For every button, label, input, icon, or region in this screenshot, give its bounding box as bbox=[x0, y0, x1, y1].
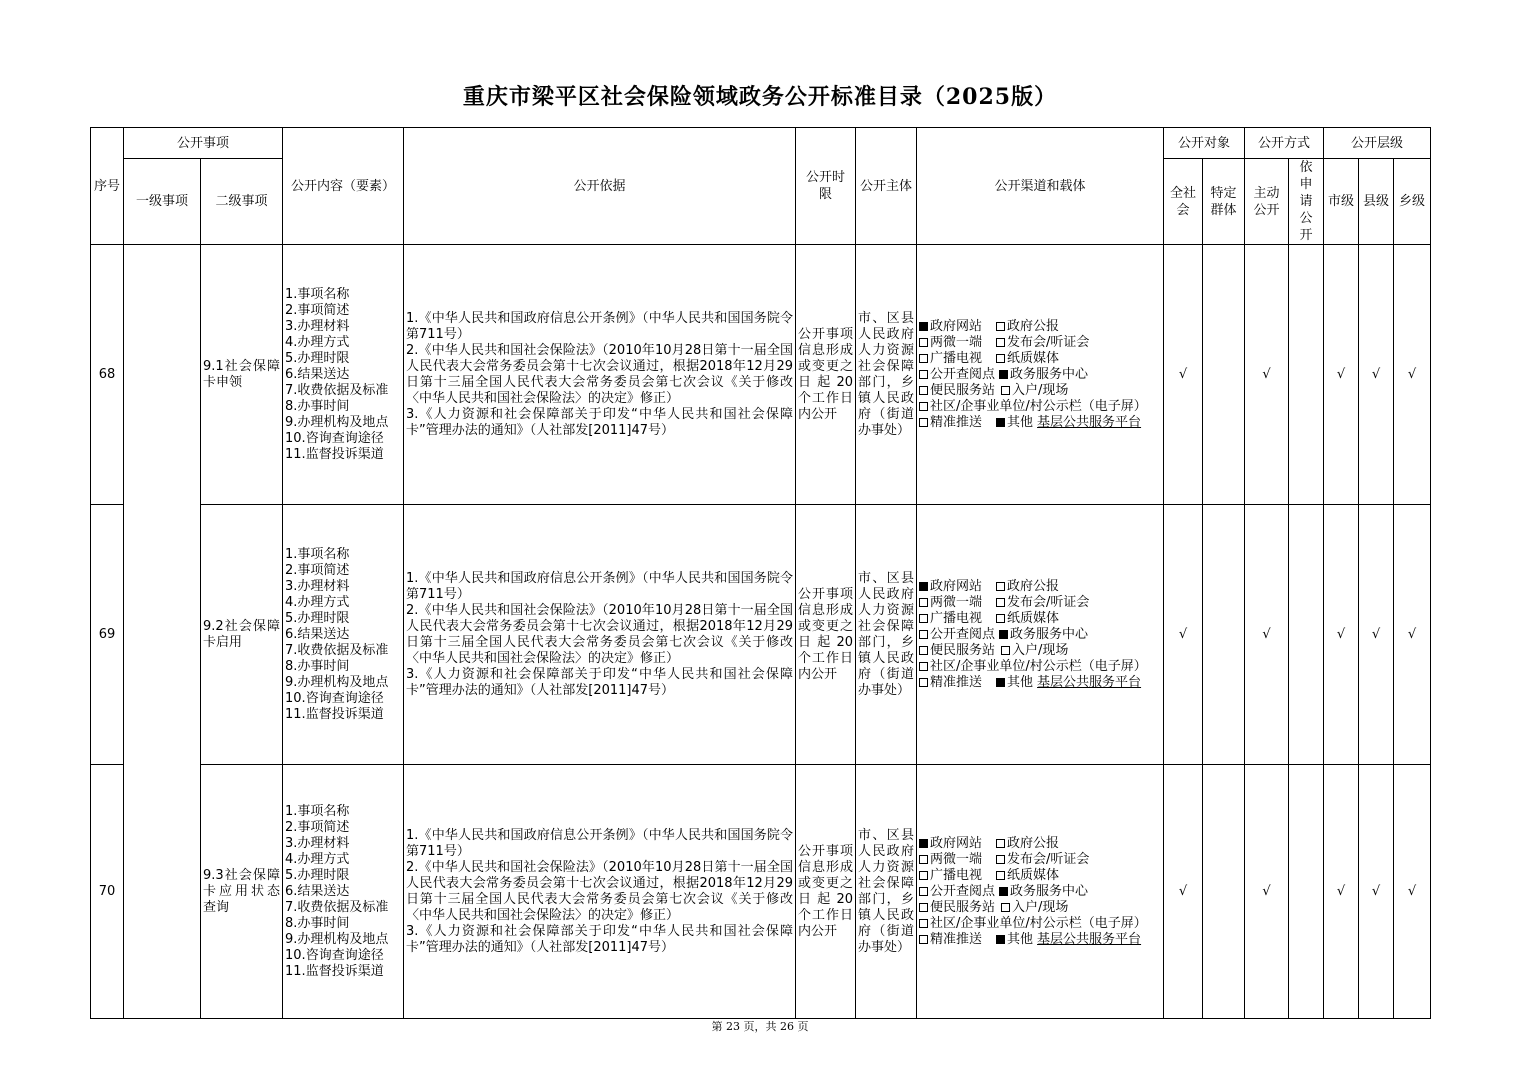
channel-label: 公开查阅点 bbox=[930, 366, 996, 382]
channel-label: 其他 bbox=[1007, 414, 1034, 430]
channel-label: 入户/现场 bbox=[1012, 382, 1069, 398]
content-element: 5.办理时限 bbox=[285, 350, 350, 366]
time-limit: 公开事项信息形成或变更之日起20个工作日内公开 bbox=[796, 245, 856, 505]
header-level2: 二级事项 bbox=[201, 159, 283, 245]
method-active-mark: √ bbox=[1245, 765, 1289, 1019]
header-method-request: 依申请公开 bbox=[1289, 159, 1324, 245]
unchecked-checkbox-icon bbox=[1001, 386, 1010, 395]
time-limit: 公开事项信息形成或变更之日起20个工作日内公开 bbox=[796, 505, 856, 765]
row-seq: 68 bbox=[91, 245, 124, 505]
page-title: 重庆市梁平区社会保险领域政务公开标准目录（2025版） bbox=[462, 84, 1058, 110]
content-elements bbox=[283, 505, 404, 765]
unchecked-checkbox-icon bbox=[919, 935, 928, 944]
time-limit: 公开事项信息形成或变更之日起20个工作日内公开 bbox=[796, 765, 856, 1019]
content-element: 11.监督投诉渠道 bbox=[285, 446, 384, 462]
header-level-city: 市级 bbox=[1324, 159, 1359, 245]
channel-label: 精准推送 bbox=[930, 931, 983, 947]
channel-other-value: 基层公共服务平台 bbox=[1037, 931, 1142, 947]
level-city-mark: √ bbox=[1324, 245, 1359, 505]
channel-line bbox=[919, 319, 1161, 335]
channel-label: 纸质媒体 bbox=[1007, 867, 1060, 883]
channel-label: 发布会/听证会 bbox=[1007, 334, 1090, 350]
checked-checkbox-icon bbox=[919, 582, 928, 591]
row-seq: 70 bbox=[91, 765, 124, 1019]
channel-label: 公开查阅点 bbox=[930, 626, 996, 642]
channel-line bbox=[919, 884, 1161, 900]
method-request-mark bbox=[1289, 505, 1324, 765]
content-element: 5.办理时限 bbox=[285, 610, 350, 626]
level-town-mark: √ bbox=[1394, 765, 1431, 1019]
channel-line bbox=[919, 932, 1161, 948]
channel-line bbox=[919, 415, 1161, 431]
channel-list bbox=[917, 245, 1164, 505]
channel-label: 发布会/听证会 bbox=[1007, 594, 1090, 610]
channel-label: 政府网站 bbox=[930, 578, 983, 594]
level2-item: 9.1社会保障卡申领 bbox=[201, 245, 283, 505]
channel-other-value: 基层公共服务平台 bbox=[1037, 414, 1142, 430]
content-element: 8.办事时间 bbox=[285, 398, 350, 414]
level-town-mark: √ bbox=[1394, 505, 1431, 765]
channel-label: 政府网站 bbox=[930, 835, 983, 851]
target-specific-mark bbox=[1203, 245, 1245, 505]
header-target-specific: 特定群体 bbox=[1203, 159, 1245, 245]
unchecked-checkbox-icon bbox=[919, 418, 928, 427]
basis-item: 1.《中华人民共和国政府信息公开条例》（中华人民共和国国务院令第711号） bbox=[406, 827, 794, 859]
channel-label: 两微一端 bbox=[930, 851, 983, 867]
content-element: 6.结果送达 bbox=[285, 626, 350, 642]
content-element: 6.结果送达 bbox=[285, 883, 350, 899]
basis-item: 1.《中华人民共和国政府信息公开条例》（中华人民共和国国务院令第711号） bbox=[406, 310, 794, 342]
channel-line bbox=[919, 399, 1161, 415]
content-element: 3.办理材料 bbox=[285, 835, 350, 851]
public-subject: 市、区县人民政府人力资源社会保障部门，乡镇人民政府（街道办事处） bbox=[856, 505, 917, 765]
channel-label: 入户/现场 bbox=[1012, 642, 1069, 658]
content-element: 8.办事时间 bbox=[285, 658, 350, 674]
channel-list bbox=[917, 505, 1164, 765]
level-county-mark: √ bbox=[1359, 505, 1394, 765]
channel-label: 政府公报 bbox=[1007, 835, 1060, 851]
content-element: 10.咨询查询途径 bbox=[285, 947, 384, 963]
header-content: 公开内容（要素） bbox=[283, 128, 404, 245]
basis-list bbox=[404, 245, 796, 505]
channel-line bbox=[919, 675, 1161, 691]
target-all-mark: √ bbox=[1164, 505, 1203, 765]
unchecked-checkbox-icon bbox=[919, 614, 928, 623]
catalog-table bbox=[90, 127, 1431, 1019]
channel-line bbox=[919, 643, 1161, 659]
table-row bbox=[91, 505, 1431, 765]
table-row bbox=[91, 245, 1431, 505]
target-all-mark: √ bbox=[1164, 765, 1203, 1019]
content-element: 4.办理方式 bbox=[285, 594, 350, 610]
channel-line bbox=[919, 611, 1161, 627]
channel-line bbox=[919, 916, 1161, 932]
channel-label: 政府公报 bbox=[1007, 578, 1060, 594]
channel-line bbox=[919, 595, 1161, 611]
header-level1: 一级事项 bbox=[124, 159, 201, 245]
unchecked-checkbox-icon bbox=[919, 338, 928, 347]
channel-label: 两微一端 bbox=[930, 594, 983, 610]
channel-label: 政务服务中心 bbox=[1010, 883, 1089, 899]
level1-item bbox=[124, 245, 201, 1019]
channel-label: 广播电视 bbox=[930, 867, 983, 883]
channel-line bbox=[919, 659, 1161, 675]
content-element: 9.办理机构及地点 bbox=[285, 931, 389, 947]
unchecked-checkbox-icon bbox=[919, 871, 928, 880]
channel-line bbox=[919, 900, 1161, 916]
content-element: 1.事项名称 bbox=[285, 803, 350, 819]
level2-item: 9.3社会保障卡应用状态查询 bbox=[201, 765, 283, 1019]
page-footer: 第 23 页，共 26 页 bbox=[711, 1020, 809, 1033]
unchecked-checkbox-icon bbox=[919, 646, 928, 655]
content-element: 3.办理材料 bbox=[285, 318, 350, 334]
unchecked-checkbox-icon bbox=[996, 839, 1005, 848]
content-element: 11.监督投诉渠道 bbox=[285, 963, 384, 979]
target-specific-mark bbox=[1203, 505, 1245, 765]
level-county-mark: √ bbox=[1359, 245, 1394, 505]
header-time-limit: 公开时限 bbox=[796, 128, 856, 245]
method-active-mark: √ bbox=[1245, 505, 1289, 765]
channel-label: 广播电视 bbox=[930, 610, 983, 626]
unchecked-checkbox-icon bbox=[919, 678, 928, 687]
unchecked-checkbox-icon bbox=[919, 402, 928, 411]
unchecked-checkbox-icon bbox=[919, 919, 928, 928]
content-element: 2.事项简述 bbox=[285, 562, 350, 578]
channel-label: 广播电视 bbox=[930, 350, 983, 366]
content-element: 11.监督投诉渠道 bbox=[285, 706, 384, 722]
checked-checkbox-icon bbox=[996, 935, 1005, 944]
content-element: 10.咨询查询途径 bbox=[285, 430, 384, 446]
channel-label: 纸质媒体 bbox=[1007, 350, 1060, 366]
row-seq: 69 bbox=[91, 505, 124, 765]
header-subject: 公开主体 bbox=[856, 128, 917, 245]
channel-label: 其他 bbox=[1007, 674, 1034, 690]
channel-label: 入户/现场 bbox=[1012, 899, 1069, 915]
header-level: 公开层级 bbox=[1324, 128, 1431, 159]
checked-checkbox-icon bbox=[999, 630, 1008, 639]
channel-line bbox=[919, 335, 1161, 351]
channel-label: 精准推送 bbox=[930, 674, 983, 690]
content-elements bbox=[283, 765, 404, 1019]
channel-line bbox=[919, 383, 1161, 399]
level-town-mark: √ bbox=[1394, 245, 1431, 505]
basis-list bbox=[404, 505, 796, 765]
content-element: 2.事项简述 bbox=[285, 819, 350, 835]
level-city-mark: √ bbox=[1324, 765, 1359, 1019]
checked-checkbox-icon bbox=[996, 678, 1005, 687]
unchecked-checkbox-icon bbox=[919, 386, 928, 395]
content-element: 1.事项名称 bbox=[285, 286, 350, 302]
content-element: 5.办理时限 bbox=[285, 867, 350, 883]
content-element: 4.办理方式 bbox=[285, 334, 350, 350]
header-level-town: 乡级 bbox=[1394, 159, 1431, 245]
channel-line bbox=[919, 868, 1161, 884]
basis-item: 2.《中华人民共和国社会保险法》（2010年10月28日第十一届全国人民代表大会常务委员会第十七次会议通过，根据2018年12月29日第十三届全国人民代表大会常务委员会第七次会议《关于修改〈中华人民共和国社会保险法〉的决定》修正） bbox=[406, 342, 794, 406]
level-city-mark: √ bbox=[1324, 505, 1359, 765]
header-basis: 公开依据 bbox=[404, 128, 796, 245]
channel-label: 两微一端 bbox=[930, 334, 983, 350]
channel-label: 政府公报 bbox=[1007, 318, 1060, 334]
unchecked-checkbox-icon bbox=[919, 855, 928, 864]
unchecked-checkbox-icon bbox=[996, 322, 1005, 331]
content-element: 1.事项名称 bbox=[285, 546, 350, 562]
unchecked-checkbox-icon bbox=[1001, 903, 1010, 912]
content-element: 2.事项简述 bbox=[285, 302, 350, 318]
unchecked-checkbox-icon bbox=[919, 354, 928, 363]
channel-line bbox=[919, 852, 1161, 868]
checked-checkbox-icon bbox=[999, 370, 1008, 379]
channel-label: 社区/企事业单位/村公示栏（电子屏） bbox=[930, 658, 1147, 674]
unchecked-checkbox-icon bbox=[919, 630, 928, 639]
channel-label: 其他 bbox=[1007, 931, 1034, 947]
content-element: 7.收费依据及标准 bbox=[285, 899, 389, 915]
channel-line bbox=[919, 351, 1161, 367]
header-level-county: 县级 bbox=[1359, 159, 1394, 245]
basis-item: 2.《中华人民共和国社会保险法》（2010年10月28日第十一届全国人民代表大会常务委员会第十七次会议通过，根据2018年12月29日第十三届全国人民代表大会常务委员会第七次会议《关于修改〈中华人民共和国社会保险法〉的决定》修正） bbox=[406, 602, 794, 666]
checked-checkbox-icon bbox=[996, 418, 1005, 427]
channel-list bbox=[917, 765, 1164, 1019]
unchecked-checkbox-icon bbox=[996, 582, 1005, 591]
method-request-mark bbox=[1289, 245, 1324, 505]
content-element: 8.办事时间 bbox=[285, 915, 350, 931]
unchecked-checkbox-icon bbox=[919, 887, 928, 896]
content-elements bbox=[283, 245, 404, 505]
channel-label: 便民服务站 bbox=[930, 382, 996, 398]
channel-line bbox=[919, 579, 1161, 595]
unchecked-checkbox-icon bbox=[996, 354, 1005, 363]
content-element: 7.收费依据及标准 bbox=[285, 382, 389, 398]
method-active-mark: √ bbox=[1245, 245, 1289, 505]
channel-label: 公开查阅点 bbox=[930, 883, 996, 899]
header-method: 公开方式 bbox=[1245, 128, 1324, 159]
content-element: 10.咨询查询途径 bbox=[285, 690, 384, 706]
unchecked-checkbox-icon bbox=[919, 662, 928, 671]
header-seq: 序号 bbox=[91, 128, 124, 245]
checked-checkbox-icon bbox=[919, 839, 928, 848]
channel-other-value: 基层公共服务平台 bbox=[1037, 674, 1142, 690]
content-element: 4.办理方式 bbox=[285, 851, 350, 867]
channel-label: 政务服务中心 bbox=[1010, 626, 1089, 642]
channel-label: 政务服务中心 bbox=[1010, 366, 1089, 382]
header-target-all: 全社会 bbox=[1164, 159, 1203, 245]
channel-line bbox=[919, 627, 1161, 643]
checked-checkbox-icon bbox=[999, 887, 1008, 896]
channel-label: 社区/企事业单位/村公示栏（电子屏） bbox=[930, 398, 1147, 414]
basis-item: 3.《人力资源和社会保障部关于印发“中华人民共和国社会保障卡”管理办法的通知》（人社部发[2011]47号） bbox=[406, 406, 794, 438]
content-element: 6.结果送达 bbox=[285, 366, 350, 382]
unchecked-checkbox-icon bbox=[996, 871, 1005, 880]
basis-item: 1.《中华人民共和国政府信息公开条例》（中华人民共和国国务院令第711号） bbox=[406, 570, 794, 602]
unchecked-checkbox-icon bbox=[996, 855, 1005, 864]
basis-item: 2.《中华人民共和国社会保险法》（2010年10月28日第十一届全国人民代表大会常务委员会第十七次会议通过，根据2018年12月29日第十三届全国人民代表大会常务委员会第七次会议《关于修改〈中华人民共和国社会保险法〉的决定》修正） bbox=[406, 859, 794, 923]
content-element: 9.办理机构及地点 bbox=[285, 414, 389, 430]
header-channel: 公开渠道和载体 bbox=[917, 128, 1164, 245]
header-method-active: 主动公开 bbox=[1245, 159, 1289, 245]
basis-list bbox=[404, 765, 796, 1019]
method-request-mark bbox=[1289, 765, 1324, 1019]
channel-label: 发布会/听证会 bbox=[1007, 851, 1090, 867]
content-element: 9.办理机构及地点 bbox=[285, 674, 389, 690]
target-specific-mark bbox=[1203, 765, 1245, 1019]
public-subject: 市、区县人民政府人力资源社会保障部门，乡镇人民政府（街道办事处） bbox=[856, 765, 917, 1019]
basis-item: 3.《人力资源和社会保障部关于印发“中华人民共和国社会保障卡”管理办法的通知》（人社部发[2011]47号） bbox=[406, 923, 794, 955]
channel-label: 便民服务站 bbox=[930, 899, 996, 915]
target-all-mark: √ bbox=[1164, 245, 1203, 505]
unchecked-checkbox-icon bbox=[996, 338, 1005, 347]
content-element: 3.办理材料 bbox=[285, 578, 350, 594]
channel-line bbox=[919, 367, 1161, 383]
channel-label: 精准推送 bbox=[930, 414, 983, 430]
level-county-mark: √ bbox=[1359, 765, 1394, 1019]
channel-label: 纸质媒体 bbox=[1007, 610, 1060, 626]
table-row bbox=[91, 765, 1431, 1019]
channel-label: 政府网站 bbox=[930, 318, 983, 334]
level2-item: 9.2社会保障卡启用 bbox=[201, 505, 283, 765]
channel-label: 社区/企事业单位/村公示栏（电子屏） bbox=[930, 915, 1147, 931]
unchecked-checkbox-icon bbox=[919, 598, 928, 607]
header-public-item: 公开事项 bbox=[124, 128, 283, 159]
content-element: 7.收费依据及标准 bbox=[285, 642, 389, 658]
unchecked-checkbox-icon bbox=[919, 370, 928, 379]
channel-label: 便民服务站 bbox=[930, 642, 996, 658]
checked-checkbox-icon bbox=[919, 322, 928, 331]
unchecked-checkbox-icon bbox=[996, 598, 1005, 607]
unchecked-checkbox-icon bbox=[996, 614, 1005, 623]
channel-line bbox=[919, 836, 1161, 852]
public-subject: 市、区县人民政府人力资源社会保障部门，乡镇人民政府（街道办事处） bbox=[856, 245, 917, 505]
header-target: 公开对象 bbox=[1164, 128, 1245, 159]
unchecked-checkbox-icon bbox=[1001, 646, 1010, 655]
unchecked-checkbox-icon bbox=[919, 903, 928, 912]
basis-item: 3.《人力资源和社会保障部关于印发“中华人民共和国社会保障卡”管理办法的通知》（人社部发[2011]47号） bbox=[406, 666, 794, 698]
